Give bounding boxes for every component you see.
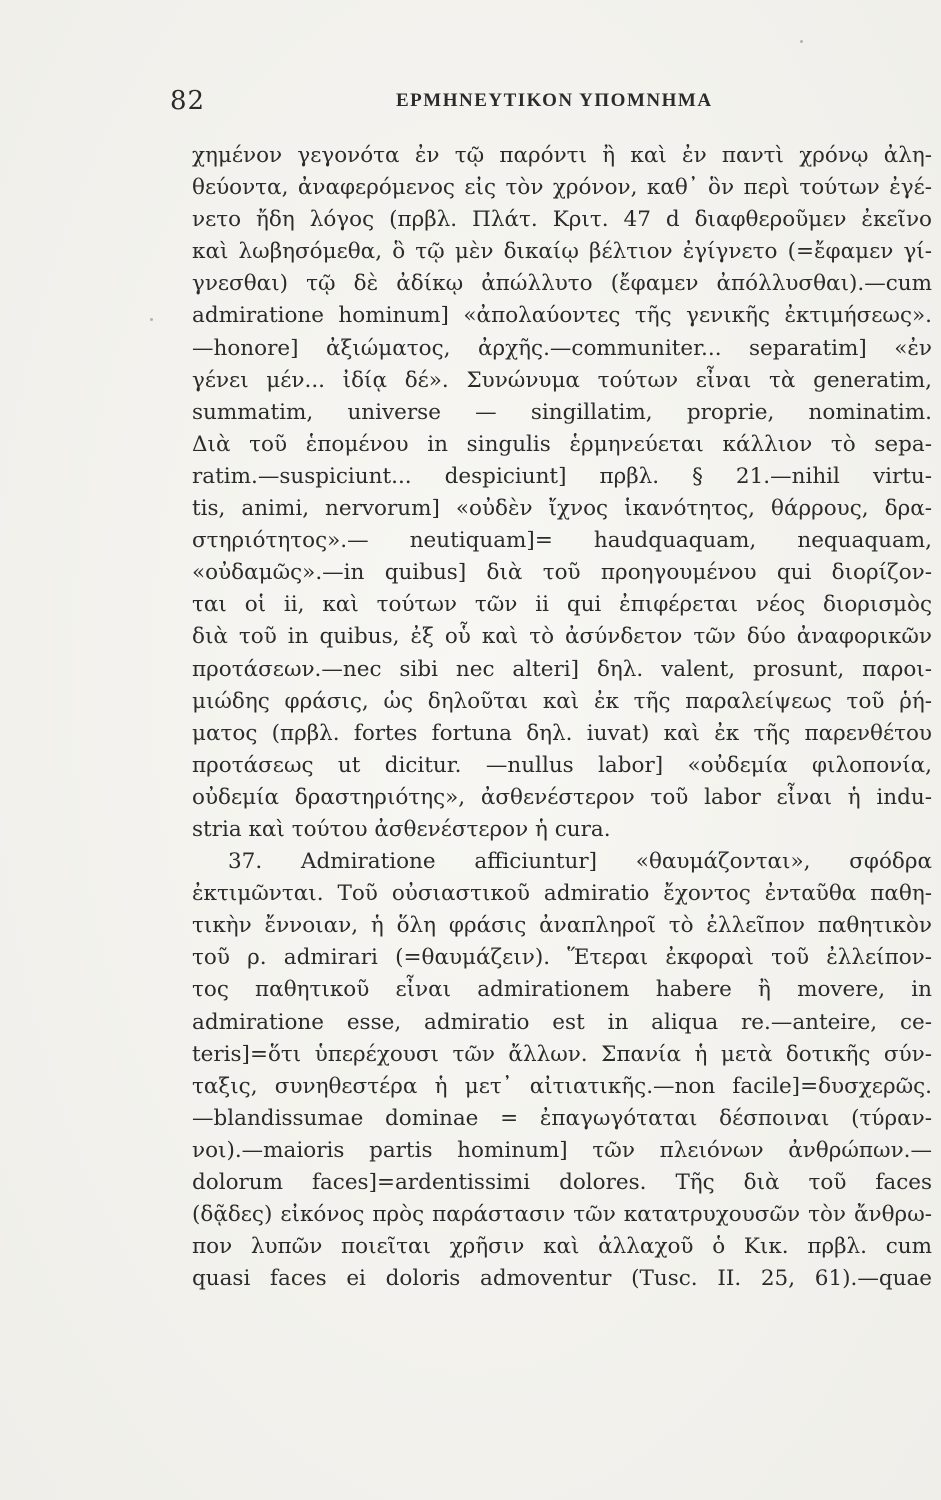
text-line: tis, animi, nervorum] «οὐδὲν ἴχνος ἱκανότητος, θάρρους, δρα- bbox=[192, 496, 932, 522]
text-line: —honore] ἀξιώματος, ἀρχῆς.—communiter... separatim] «ἐν bbox=[192, 335, 932, 361]
text-line: νοι).—maioris partis hominum] τῶν πλειόνων ἀνθρώπων.— bbox=[192, 1137, 932, 1163]
text-line: Διὰ τοῦ ἑπομένου in singulis ἑρμηνεύεται κάλλιον τὸ sepa- bbox=[192, 431, 932, 457]
text-line: ἐκτιμῶνται. Τοῦ οὐσιαστικοῦ admiratio ἔχοντος ἐνταῦθα παθη- bbox=[192, 881, 932, 907]
page-number: 82 bbox=[170, 86, 206, 116]
text-line: ματος (πρβλ. fortes fortuna δηλ. iuvat) καὶ ἐκ τῆς παρενθέτου bbox=[192, 720, 932, 746]
text-line: οὐδεμία δραστηριότης», ἀσθενέστερον τοῦ labor εἶναι ἡ indu- bbox=[192, 784, 932, 810]
text-line: μιώδης φράσις, ὡς δηλοῦται καὶ ἐκ τῆς παραλείψεως τοῦ ῥή- bbox=[192, 688, 932, 714]
text-line: χημένον γεγονότα ἐν τῷ παρόντι ἢ καὶ ἐν παντὶ χρόνῳ ἀλη- bbox=[192, 143, 932, 168]
text-line: quasi faces ei doloris admoventur (Tusc. II. 25, 61).—quae bbox=[192, 1266, 932, 1292]
running-head: ΕΡΜΗΝΕΥΤΙΚΟΝ ΥΠΟΜΝΗΜΑ bbox=[396, 90, 713, 111]
text-line: admiratione hominum] «ἀπολαύοντες τῆς γενικῆς ἐκτιμήσεως». bbox=[192, 303, 932, 329]
paper-speck bbox=[800, 40, 803, 43]
text-line: τος παθητικοῦ εἶναι admirationem habere ἢ movere, in bbox=[192, 977, 932, 1003]
text-line: θεύοντα, ἀναφερόμενος εἰς τὸν χρόνον, καθ᾽ ὃν περὶ τούτων ἐγέ- bbox=[192, 175, 932, 201]
text-line: admiratione esse, admiratio est in aliqua re.—anteire, ce- bbox=[192, 1009, 932, 1035]
page-header bbox=[170, 82, 940, 122]
text-line: summatim, universe — singillatim, proprie, nominatim. bbox=[192, 399, 932, 425]
text-line: ταξις, συνηθεστέρα ἡ μετ᾽ αἰτιατικῆς.—non facile]=δυσχερῶς. bbox=[192, 1073, 932, 1099]
text-line: γένει μέν... ἰδίᾳ δέ». Συνώνυμα τούτων εἶναι τὰ generatim, bbox=[192, 367, 932, 393]
text-line: τοῦ ρ. admirari (=θαυμάζειν). Ἕτεραι ἐκφοραὶ τοῦ ἐλλείπον- bbox=[192, 945, 932, 971]
paragraph-start-line: 37. Admiratione afficiuntur] «θαυμάζονται», σφόδρα bbox=[228, 849, 932, 875]
text-line: διὰ τοῦ in quibus, ἐξ οὗ καὶ τὸ ἀσύνδετον τῶν δύο ἀναφορικῶν bbox=[192, 624, 932, 650]
paper-speck bbox=[150, 318, 153, 321]
text-line: νετο ἤδη λόγος (πρβλ. Πλάτ. Κριτ. 47 d διαφθεροῦμεν ἐκεῖνο bbox=[192, 207, 932, 233]
text-line: «οὐδαμῶς».—in quibus] διὰ τοῦ προηγουμένου qui διορίζον- bbox=[192, 560, 932, 586]
text-line: καὶ λωβησόμεθα, ὃ τῷ μὲν δικαίῳ βέλτιον ἐγίγνετο (=ἔφαμεν γί- bbox=[192, 239, 932, 265]
text-line: γνεσθαι) τῷ δὲ ἀδίκῳ ἀπώλλυτο (ἔφαμεν ἀπόλλυσθαι).—cum bbox=[192, 271, 932, 297]
text-line: ratim.—suspiciunt... despiciunt] πρβλ. § 21.—nihil virtu- bbox=[192, 463, 932, 489]
text-line: τικὴν ἔννοιαν, ἡ ὅλη φράσις ἀναπληροῖ τὸ ἐλλεῖπον παθητικὸν bbox=[192, 913, 932, 939]
text-line: προτάσεων.—nec sibi nec alteri] δηλ. valent, prosunt, παροι- bbox=[192, 656, 932, 682]
text-line: προτάσεως ut dicitur. —nullus labor] «οὐδεμία φιλοπονία, bbox=[192, 752, 932, 778]
text-line: teris]=ὅτι ὑπερέχουσι τῶν ἄλλων. Σπανία ἡ μετὰ δοτικῆς σύν- bbox=[192, 1041, 932, 1067]
text-line: stria καὶ τούτου ἀσθενέστερον ἡ cura. bbox=[192, 816, 611, 842]
text-line: πον λυπῶν ποιεῖται χρῆσιν καὶ ἀλλαχοῦ ὁ Κικ. πρβλ. cum bbox=[192, 1234, 932, 1260]
text-line: (δᾷδες) εἰκόνος πρὸς παράστασιν τῶν κατατρυχουσῶν τὸν ἄνθρω- bbox=[192, 1202, 932, 1228]
body-text bbox=[192, 140, 932, 1295]
text-line: στηριότητος».— neutiquam]= haudquaquam, nequaquam, bbox=[192, 528, 932, 554]
text-line: dolorum faces]=ardentissimi dolores. Τῆς διὰ τοῦ faces bbox=[192, 1170, 932, 1195]
text-line: ται οἱ ii, καὶ τούτων τῶν ii qui ἐπιφέρεται νέος διορισμὸς bbox=[192, 592, 932, 618]
text-line: —blandissumae dominae = ἐπαγωγόταται δέσποιναι (τύραν- bbox=[192, 1105, 932, 1131]
